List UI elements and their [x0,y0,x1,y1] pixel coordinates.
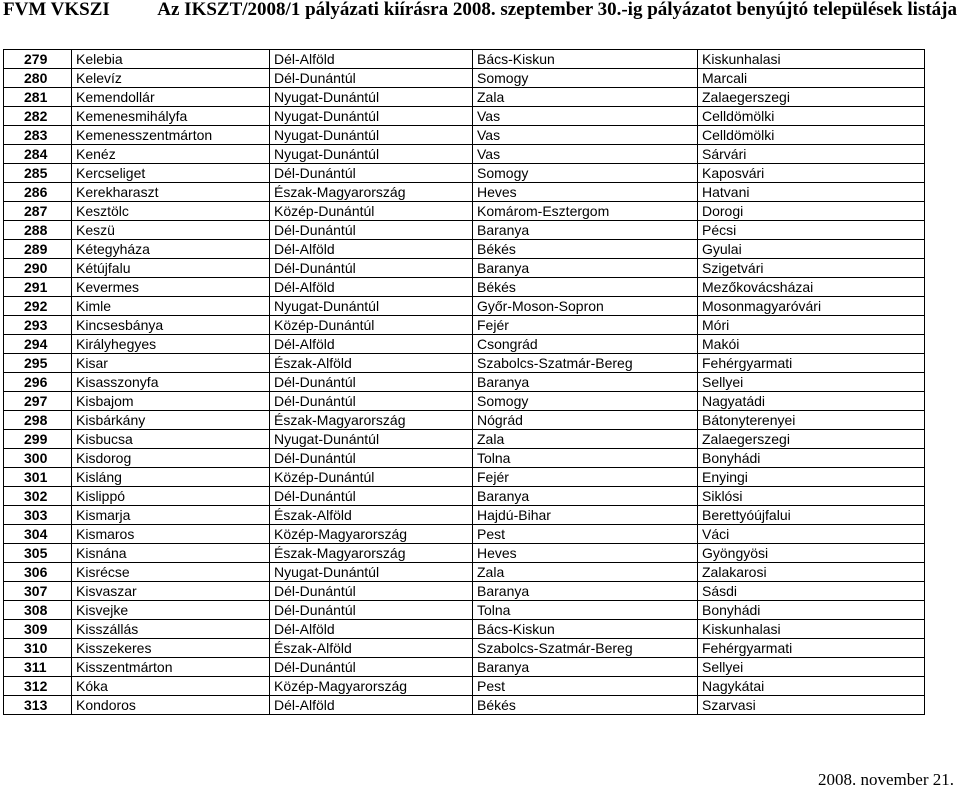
cell-region: Dél-Alföld [270,620,473,639]
table-row [4,411,925,430]
cell-micro-region: Celldömölki [698,126,925,145]
cell-micro-region: Kaposvári [698,164,925,183]
cell-region: Észak-Alföld [270,506,473,525]
cell-micro-region: Sásdi [698,582,925,601]
cell-county: Csongrád [473,335,698,354]
cell-row-number: 284 [4,145,72,164]
cell-county: Nógrád [473,411,698,430]
settlement-table [3,49,925,715]
cell-micro-region: Sárvári [698,145,925,164]
table-row [4,354,925,373]
table-row [4,126,925,145]
cell-region: Dél-Dunántúl [270,487,473,506]
cell-county: Bács-Kiskun [473,50,698,69]
cell-row-number: 281 [4,88,72,107]
cell-settlement-name: Kisvejke [72,601,270,620]
cell-micro-region: Kiskunhalasi [698,620,925,639]
cell-row-number: 300 [4,449,72,468]
settlement-table-body [4,50,925,715]
cell-region: Dél-Dunántúl [270,449,473,468]
cell-micro-region: Bonyhádi [698,449,925,468]
cell-county: Baranya [473,221,698,240]
cell-micro-region: Pécsi [698,221,925,240]
cell-micro-region: Sellyei [698,658,925,677]
cell-region: Dél-Dunántúl [270,373,473,392]
cell-county: Békés [473,696,698,715]
table-row [4,259,925,278]
cell-region: Dél-Dunántúl [270,658,473,677]
cell-settlement-name: Kisvaszar [72,582,270,601]
cell-micro-region: Marcali [698,69,925,88]
cell-micro-region: Siklósi [698,487,925,506]
table-row [4,164,925,183]
cell-row-number: 305 [4,544,72,563]
cell-micro-region: Zalaegerszegi [698,88,925,107]
cell-settlement-name: Kisrécse [72,563,270,582]
cell-micro-region: Fehérgyarmati [698,639,925,658]
cell-row-number: 307 [4,582,72,601]
cell-region: Dél-Dunántúl [270,601,473,620]
table-row [4,658,925,677]
cell-county: Szabolcs-Szatmár-Bereg [473,639,698,658]
cell-row-number: 301 [4,468,72,487]
cell-micro-region: Bonyhádi [698,601,925,620]
cell-row-number: 291 [4,278,72,297]
cell-row-number: 304 [4,525,72,544]
cell-region: Dél-Alföld [270,278,473,297]
cell-row-number: 290 [4,259,72,278]
table-row [4,221,925,240]
table-row [4,620,925,639]
cell-row-number: 306 [4,563,72,582]
cell-row-number: 292 [4,297,72,316]
cell-settlement-name: Kismarja [72,506,270,525]
cell-county: Pest [473,677,698,696]
cell-row-number: 303 [4,506,72,525]
cell-county: Komárom-Esztergom [473,202,698,221]
cell-row-number: 299 [4,430,72,449]
table-row [4,677,925,696]
cell-row-number: 311 [4,658,72,677]
cell-settlement-name: Kevermes [72,278,270,297]
cell-region: Dél-Alföld [270,50,473,69]
cell-county: Bács-Kiskun [473,620,698,639]
cell-row-number: 286 [4,183,72,202]
cell-county: Baranya [473,658,698,677]
cell-row-number: 296 [4,373,72,392]
cell-region: Észak-Magyarország [270,544,473,563]
cell-county: Zala [473,430,698,449]
cell-county: Fejér [473,316,698,335]
cell-row-number: 302 [4,487,72,506]
cell-row-number: 298 [4,411,72,430]
cell-region: Nyugat-Dunántúl [270,126,473,145]
footer-date: 2008. november 21. [818,770,954,789]
cell-settlement-name: Kemendollár [72,88,270,107]
cell-region: Dél-Dunántúl [270,164,473,183]
table-row [4,696,925,715]
cell-row-number: 294 [4,335,72,354]
cell-region: Észak-Magyarország [270,411,473,430]
cell-micro-region: Berettyóújfalui [698,506,925,525]
cell-settlement-name: Kincsesbánya [72,316,270,335]
cell-micro-region: Hatvani [698,183,925,202]
cell-row-number: 308 [4,601,72,620]
cell-region: Közép-Dunántúl [270,202,473,221]
cell-micro-region: Gyulai [698,240,925,259]
cell-row-number: 280 [4,69,72,88]
cell-region: Közép-Magyarország [270,525,473,544]
table-row [4,240,925,259]
cell-settlement-name: Kisbucsa [72,430,270,449]
table-row [4,50,925,69]
cell-region: Közép-Dunántúl [270,468,473,487]
cell-row-number: 309 [4,620,72,639]
cell-micro-region: Bátonyterenyei [698,411,925,430]
cell-county: Pest [473,525,698,544]
cell-settlement-name: Kismaros [72,525,270,544]
cell-row-number: 285 [4,164,72,183]
cell-micro-region: Makói [698,335,925,354]
cell-county: Vas [473,126,698,145]
cell-settlement-name: Kislippó [72,487,270,506]
cell-micro-region: Szigetvári [698,259,925,278]
cell-region: Dél-Dunántúl [270,221,473,240]
cell-settlement-name: Kisszállás [72,620,270,639]
cell-region: Dél-Dunántúl [270,69,473,88]
cell-row-number: 313 [4,696,72,715]
cell-settlement-name: Kétújfalu [72,259,270,278]
cell-county: Zala [473,88,698,107]
cell-settlement-name: Kemenesmihályfa [72,107,270,126]
table-row [4,183,925,202]
cell-micro-region: Celldömölki [698,107,925,126]
cell-county: Békés [473,278,698,297]
table-row [4,316,925,335]
header-title: Az IKSZT/2008/1 pályázati kiírásra 2008. szeptember 30.-ig pályázatot benyújtó települések listája [157,0,957,20]
table-row [4,145,925,164]
cell-row-number: 289 [4,240,72,259]
table-row [4,335,925,354]
cell-region: Nyugat-Dunántúl [270,107,473,126]
cell-micro-region: Nagykátai [698,677,925,696]
table-row [4,544,925,563]
cell-micro-region: Mosonmagyaróvári [698,297,925,316]
cell-settlement-name: Kisbárkány [72,411,270,430]
cell-region: Közép-Dunántúl [270,316,473,335]
cell-micro-region: Dorogi [698,202,925,221]
cell-region: Dél-Alföld [270,696,473,715]
cell-micro-region: Gyöngyösi [698,544,925,563]
table-row [4,601,925,620]
cell-settlement-name: Kisar [72,354,270,373]
table-row [4,69,925,88]
header-organization: FVM VKSZI [3,0,110,20]
cell-micro-region: Kiskunhalasi [698,50,925,69]
table-row [4,582,925,601]
cell-settlement-name: Kisbajom [72,392,270,411]
cell-settlement-name: Királyhegyes [72,335,270,354]
cell-micro-region: Móri [698,316,925,335]
table-row [4,278,925,297]
table-row [4,449,925,468]
cell-settlement-name: Kisdorog [72,449,270,468]
table-row [4,563,925,582]
cell-micro-region: Szarvasi [698,696,925,715]
cell-settlement-name: Keszü [72,221,270,240]
cell-micro-region: Zalaegerszegi [698,430,925,449]
cell-county: Baranya [473,373,698,392]
cell-region: Észak-Magyarország [270,183,473,202]
cell-region: Nyugat-Dunántúl [270,297,473,316]
cell-region: Dél-Alföld [270,335,473,354]
cell-county: Somogy [473,164,698,183]
cell-settlement-name: Kisszentmárton [72,658,270,677]
cell-settlement-name: Kemenesszentmárton [72,126,270,145]
cell-row-number: 312 [4,677,72,696]
cell-settlement-name: Kercseliget [72,164,270,183]
cell-settlement-name: Kondoros [72,696,270,715]
table-row [4,202,925,221]
cell-micro-region: Sellyei [698,373,925,392]
cell-region: Dél-Alföld [270,240,473,259]
table-row [4,525,925,544]
cell-micro-region: Mezőkovácsházai [698,278,925,297]
cell-county: Hajdú-Bihar [473,506,698,525]
table-row [4,487,925,506]
cell-region: Nyugat-Dunántúl [270,563,473,582]
cell-row-number: 310 [4,639,72,658]
cell-settlement-name: Kóka [72,677,270,696]
cell-row-number: 287 [4,202,72,221]
cell-region: Nyugat-Dunántúl [270,145,473,164]
cell-county: Győr-Moson-Sopron [473,297,698,316]
cell-region: Nyugat-Dunántúl [270,88,473,107]
cell-settlement-name: Kisláng [72,468,270,487]
page-header [0,0,960,26]
cell-settlement-name: Kisszekeres [72,639,270,658]
cell-row-number: 293 [4,316,72,335]
cell-row-number: 288 [4,221,72,240]
cell-row-number: 282 [4,107,72,126]
cell-region: Dél-Dunántúl [270,582,473,601]
cell-county: Békés [473,240,698,259]
cell-county: Zala [473,563,698,582]
cell-county: Tolna [473,449,698,468]
table-row [4,468,925,487]
table-row [4,88,925,107]
cell-settlement-name: Kenéz [72,145,270,164]
cell-region: Nyugat-Dunántúl [270,430,473,449]
cell-region: Észak-Alföld [270,639,473,658]
cell-county: Vas [473,145,698,164]
cell-county: Vas [473,107,698,126]
cell-micro-region: Váci [698,525,925,544]
cell-settlement-name: Kétegyháza [72,240,270,259]
table-row [4,107,925,126]
cell-row-number: 297 [4,392,72,411]
cell-settlement-name: Kerekharaszt [72,183,270,202]
cell-county: Fejér [473,468,698,487]
table-row [4,297,925,316]
cell-county: Szabolcs-Szatmár-Bereg [473,354,698,373]
cell-county: Heves [473,544,698,563]
table-row [4,506,925,525]
cell-settlement-name: Kelevíz [72,69,270,88]
cell-micro-region: Zalakarosi [698,563,925,582]
cell-county: Tolna [473,601,698,620]
cell-row-number: 295 [4,354,72,373]
cell-settlement-name: Kesztölc [72,202,270,221]
table-row [4,430,925,449]
cell-county: Baranya [473,487,698,506]
cell-row-number: 279 [4,50,72,69]
table-row [4,639,925,658]
cell-region: Dél-Dunántúl [270,392,473,411]
cell-region: Közép-Magyarország [270,677,473,696]
cell-row-number: 283 [4,126,72,145]
cell-county: Somogy [473,69,698,88]
cell-micro-region: Enyingi [698,468,925,487]
cell-county: Heves [473,183,698,202]
table-row [4,392,925,411]
cell-micro-region: Fehérgyarmati [698,354,925,373]
cell-county: Somogy [473,392,698,411]
cell-settlement-name: Kisasszonyfa [72,373,270,392]
cell-county: Baranya [473,259,698,278]
table-row [4,373,925,392]
cell-settlement-name: Kisnána [72,544,270,563]
cell-region: Észak-Alföld [270,354,473,373]
cell-region: Dél-Dunántúl [270,259,473,278]
cell-county: Baranya [473,582,698,601]
cell-micro-region: Nagyatádi [698,392,925,411]
cell-settlement-name: Kelebia [72,50,270,69]
cell-settlement-name: Kimle [72,297,270,316]
